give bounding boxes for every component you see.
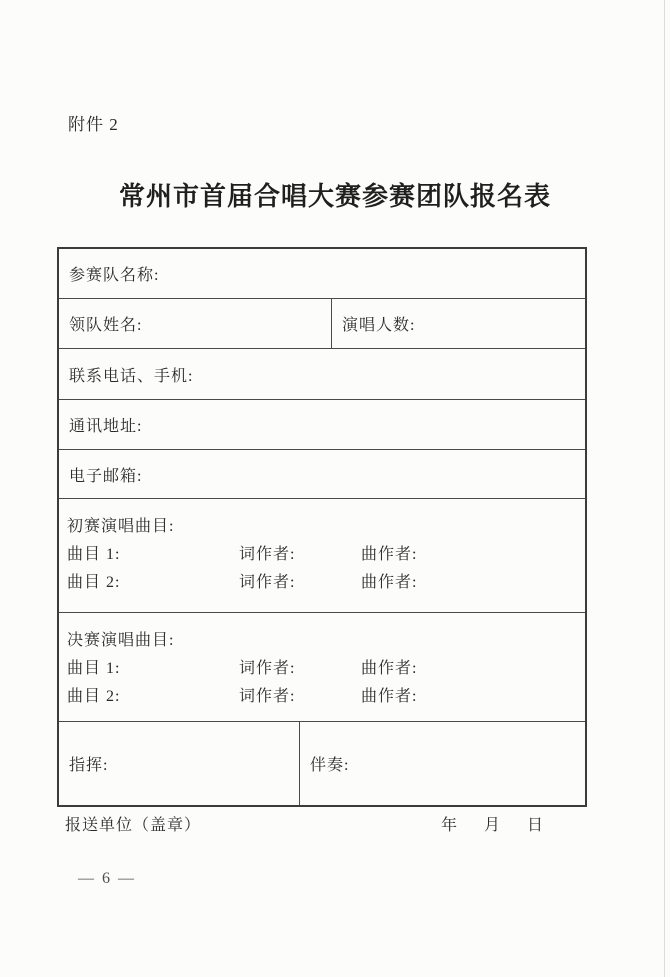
page-number: — 6 —: [78, 870, 136, 887]
day-label: 日: [527, 817, 544, 834]
submitting-unit-label: 报送单位（盖章）: [65, 817, 202, 834]
address-row: [59, 400, 585, 450]
form-title: 常州市首届合唱大赛参赛团队报名表: [118, 182, 551, 211]
scanner-edge-artifact: [664, 0, 665, 977]
preliminary-song2-composer-label: 曲作者:: [361, 573, 418, 591]
preliminary-songs-row: [59, 499, 585, 613]
final-song2-composer-label: 曲作者:: [361, 687, 418, 705]
year-label: 年: [441, 817, 458, 834]
preliminary-song2-label: 曲目 2:: [67, 573, 121, 591]
leader-name-label: 领队姓名:: [59, 299, 332, 348]
phone-label: 联系电话、手机:: [69, 367, 194, 385]
final-song1-lyricist-label: 词作者:: [239, 659, 296, 677]
conductor-label: 指挥:: [59, 722, 300, 805]
final-song1-line: [67, 652, 585, 680]
final-song2-lyricist-label: 词作者:: [239, 687, 296, 705]
phone-row: [59, 349, 585, 400]
team-name-label: 参赛队名称:: [69, 267, 160, 284]
date-line: [441, 812, 543, 835]
registration-table: [57, 247, 587, 807]
email-label: 电子邮箱:: [69, 467, 143, 485]
leader-singers-row: [59, 299, 585, 349]
accompanist-label: 伴奏:: [310, 757, 350, 774]
preliminary-song1-composer-label: 曲作者:: [361, 545, 418, 563]
final-song2-label: 曲目 2:: [67, 687, 121, 705]
final-song1-label: 曲目 1:: [67, 659, 121, 677]
preliminary-section-label: [67, 510, 585, 538]
month-label: 月: [484, 817, 501, 834]
singer-count-label: 演唱人数:: [342, 317, 416, 334]
preliminary-song1-line: [67, 538, 585, 566]
preliminary-song2-line: [67, 566, 585, 594]
preliminary-song2-lyricist-label: 词作者:: [239, 573, 296, 591]
final-section-text: 决赛演唱曲目:: [67, 631, 175, 649]
address-label: 通讯地址:: [69, 418, 143, 435]
preliminary-songs-block: [59, 499, 585, 612]
email-row: [59, 450, 585, 499]
conductor-accompanist-row: [59, 722, 585, 805]
preliminary-section-text: 初赛演唱曲目:: [67, 517, 175, 535]
final-section-label: [67, 624, 585, 652]
final-songs-block: [59, 613, 585, 721]
preliminary-song1-label: 曲目 1:: [67, 545, 121, 563]
team-name-row: [59, 249, 585, 299]
final-song1-composer-label: 曲作者:: [361, 659, 418, 677]
final-songs-row: [59, 613, 585, 722]
preliminary-song1-lyricist-label: 词作者:: [239, 545, 296, 563]
attachment-label: 附件 2: [68, 115, 119, 134]
final-song2-line: [67, 680, 585, 708]
